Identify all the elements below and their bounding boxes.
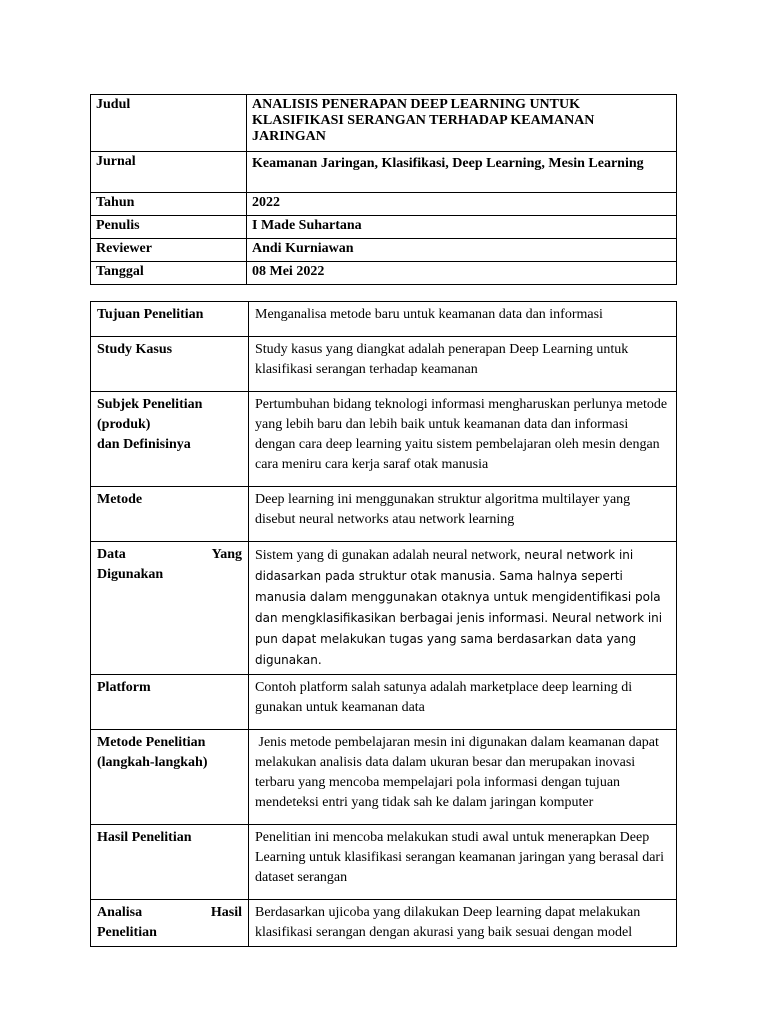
review-row-data (91, 542, 677, 675)
study-label: Study Kasus (91, 337, 249, 392)
subjek-label (91, 392, 249, 487)
tanggal-value: 08 Mei 2022 (247, 262, 677, 285)
metode-penelitian-label-line-2: (langkah-langkah) (97, 755, 208, 770)
data-value-rest: neural network ini didasarkan pada struktur otak manusia. Sama halnya seperti manusia dalam menggunakan otaknya untuk mengidentifikasi pola dan mengklasifikasikan berbagai jenis informasi. Neural network ini pun dapat melakukan tugas yang sama berdasarkan data yang digunakan. (255, 548, 663, 667)
review-row-platform (91, 675, 677, 730)
meta-row-tanggal (91, 262, 677, 285)
review-row-study (91, 337, 677, 392)
review-row-subjek (91, 392, 677, 487)
data-label-line-1 (97, 545, 242, 565)
analisa-label (91, 900, 249, 947)
platform-label: Platform (91, 675, 249, 730)
analisa-label-word-1: Analisa (97, 905, 143, 920)
tujuan-label: Tujuan Penelitian (91, 302, 249, 337)
penulis-label: Penulis (91, 216, 247, 239)
jurnal-value: Keamanan Jaringan, Klasifikasi, Deep Learning, Mesin Learning (247, 152, 677, 193)
subjek-label-line-1: Subjek Penelitian (97, 397, 203, 412)
subjek-value: Pertumbuhan bidang teknologi informasi mengharuskan perlunya metode yang lebih baru dan lebih baik untuk keamanan data dan informasi dengan cara deep learning yaitu sistem pembelajaran oleh mesin dengan cara meniru cara kerja saraf otak manusia (249, 392, 677, 487)
data-value (249, 542, 677, 675)
review-row-metode-penelitian (91, 730, 677, 825)
judul-value: ANALISIS PENERAPAN DEEP LEARNING UNTUK KLASIFIKASI SERANGAN TERHADAP KEAMANAN JARINGAN (247, 95, 677, 152)
hasil-value: Penelitian ini mencoba melakukan studi awal untuk menerapkan Deep Learning untuk klasifikasi serangan keamanan jaringan yang berasal dari dataset serangan (249, 825, 677, 900)
meta-row-jurnal (91, 152, 677, 193)
tanggal-label: Tanggal (91, 262, 247, 285)
tahun-value: 2022 (247, 193, 677, 216)
data-value-lead: Sistem yang di gunakan adalah neural network, (255, 548, 521, 563)
hasil-label: Hasil Penelitian (91, 825, 249, 900)
metode-value: Deep learning ini menggunakan struktur algoritma multilayer yang disebut neural networks atau network learning (249, 487, 677, 542)
reviewer-value: Andi Kurniawan (247, 239, 677, 262)
tujuan-value: Menganalisa metode baru untuk keamanan data dan informasi (249, 302, 677, 337)
review-row-hasil (91, 825, 677, 900)
review-row-metode (91, 487, 677, 542)
data-label-word-2: Yang (211, 547, 242, 562)
study-value: Study kasus yang diangkat adalah penerapan Deep Learning untuk klasifikasi serangan terhadap keamanan (249, 337, 677, 392)
meta-row-reviewer (91, 239, 677, 262)
reviewer-label: Reviewer (91, 239, 247, 262)
penulis-value: I Made Suhartana (247, 216, 677, 239)
meta-row-judul (91, 95, 677, 152)
data-label-word-1: Data (97, 547, 126, 562)
metode-penelitian-value: Jenis metode pembelajaran mesin ini digunakan dalam keamanan dapat melakukan analisis data dalam ukuran besar dan merupakan inovasi terbaru yang mencoba mempelajari pola informasi dengan tujuan mendeteksi entri yang tidak sah ke dalam jaringan komputer (249, 730, 677, 825)
subjek-label-line-3: dan Definisinya (97, 437, 191, 452)
subjek-label-line-2: (produk) (97, 417, 151, 432)
platform-value: Contoh platform salah satunya adalah marketplace deep learning di gunakan untuk keamanan data (249, 675, 677, 730)
meta-row-tahun (91, 193, 677, 216)
tahun-label: Tahun (91, 193, 247, 216)
metode-penelitian-label-line-1: Metode Penelitian (97, 735, 206, 750)
metode-label: Metode (91, 487, 249, 542)
analisa-label-line-1 (97, 903, 242, 923)
paper-metadata-table (90, 94, 677, 285)
analisa-label-word-2: Hasil (210, 905, 242, 920)
review-row-tujuan (91, 302, 677, 337)
judul-label: Judul (91, 95, 247, 152)
paper-review-table (90, 301, 677, 947)
meta-row-penulis (91, 216, 677, 239)
review-row-analisa (91, 900, 677, 947)
analisa-label-line-2: Penelitian (97, 925, 157, 940)
jurnal-label: Jurnal (91, 152, 247, 193)
data-label (91, 542, 249, 675)
data-label-line-2: Digunakan (97, 567, 164, 582)
analisa-value: Berdasarkan ujicoba yang dilakukan Deep learning dapat melakukan klasifikasi serangan dengan akurasi yang baik sesuai dengan model (249, 900, 677, 947)
metode-penelitian-label (91, 730, 249, 825)
